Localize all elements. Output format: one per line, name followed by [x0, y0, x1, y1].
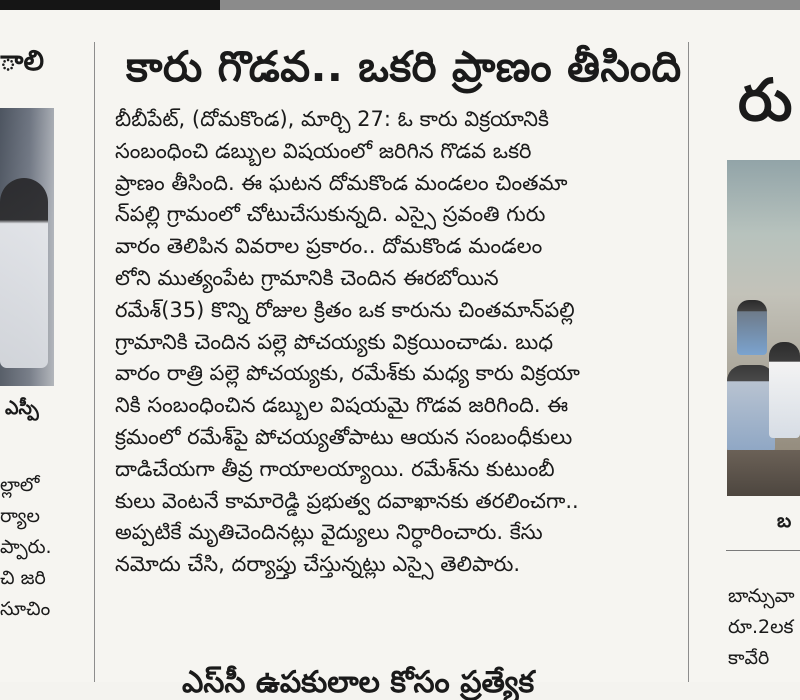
article-line: ప్రాణం తీసింది. ఈ ఘటన దోమకొండ మండలం చింతమా	[115, 170, 568, 195]
right-photo-person	[737, 300, 767, 355]
article-line: లోని ముత్యంపేట గ్రామానికి చెందిన ఈరబోయిన	[115, 265, 499, 290]
right-column-headline: రు	[738, 66, 793, 134]
article-line: నమోదు చేసి, దర్యాప్తు చేస్తున్నట్లు ఎస్సై తెలిపారు.	[115, 552, 521, 577]
article-line: సంబంధించి డబ్బుల విషయంలో జరిగిన గొడవ ఒకరి	[115, 138, 532, 163]
article-line: వారం తెలిపిన వివరాల ప్రకారం.. దోమకొండ మండలం	[115, 234, 543, 259]
left-column-line: చి జరి	[0, 567, 46, 589]
article-line: కులు వెంటనే కామారెడ్డి ప్రభుత్వ దవాఖానకు తరలించగా..	[115, 488, 579, 513]
right-column-line: రూ.2లక	[728, 616, 794, 638]
top-gray-bar	[220, 0, 800, 10]
article-line: బీబీపేట్, (దోమకొండ), మార్చి 27: ఓ కారు విక్రయానికి	[115, 107, 549, 131]
right-column-text	[728, 581, 800, 674]
article-line: అప్పటికే మృతిచెందినట్లు వైద్యులు నిర్ధారించారు. కేసు	[115, 520, 543, 545]
article-line: నికి సంబంధించిన డబ్బుల విషయమై గొడవ జరిగింది. ఈ	[115, 393, 569, 418]
right-photo-caption: బ	[777, 510, 792, 532]
left-column-line: ప్పారు.	[0, 536, 52, 558]
top-dark-bar	[0, 0, 220, 10]
right-photo-person	[727, 365, 775, 453]
left-column-text	[0, 470, 62, 625]
left-photo-caption: ఎస్పీ	[5, 397, 39, 419]
article-line: రమేశ్(35) కొన్ని రోజుల క్రితం ఒక కారును చింతమాన్‌పల్లి	[115, 297, 575, 322]
right-column-photo	[727, 160, 800, 496]
article-body	[115, 104, 669, 581]
right-column-line: కావేరి	[728, 647, 770, 669]
right-column-divider	[688, 42, 689, 682]
article-headline: కారు గొడవ.. ఒకరి ప్రాణం తీసింది	[126, 42, 682, 91]
article-line: దాడిచేయగా తీవ్ర గాయాలయ్యాయి. రమేశ్‌ను కుటుంబీ	[115, 456, 555, 481]
left-column-photo	[0, 108, 54, 386]
left-photo-person	[0, 178, 48, 368]
left-column-headline: ాలి	[0, 44, 44, 77]
article-line: గ్రామానికి చెందిన పల్లె పోచయ్యకు విక్రయించాడు. బుధ	[115, 329, 554, 354]
right-column-line: బాన్సువా	[728, 585, 795, 607]
left-column-line: ల్లాలో	[0, 474, 40, 496]
article-line: వారం రాత్రి పల్లె పోచయ్యకు, రమేశ్‌కు మధ్య కారు విక్రయా	[115, 361, 580, 386]
left-column-line: సూచిం	[0, 598, 51, 620]
next-article-headline: ఎస్‌సీ ఉపకులాల కోసం ప్రత్యేక	[182, 665, 535, 700]
article-line: క్రమంలో రమేశ్‌పై పోచయ్యతోపాటు ఆయన సంబంధీకులు	[115, 424, 573, 449]
right-photo-desk	[727, 450, 800, 496]
right-column-rule	[726, 550, 800, 551]
left-column-line: ర్యాల	[0, 505, 40, 527]
article-line: న్‌పల్లి గ్రామంలో చోటుచేసుకున్నది. ఎస్సై స్రవంతి గురు	[115, 202, 546, 227]
right-photo-person	[769, 342, 800, 438]
left-column-divider	[94, 42, 95, 682]
